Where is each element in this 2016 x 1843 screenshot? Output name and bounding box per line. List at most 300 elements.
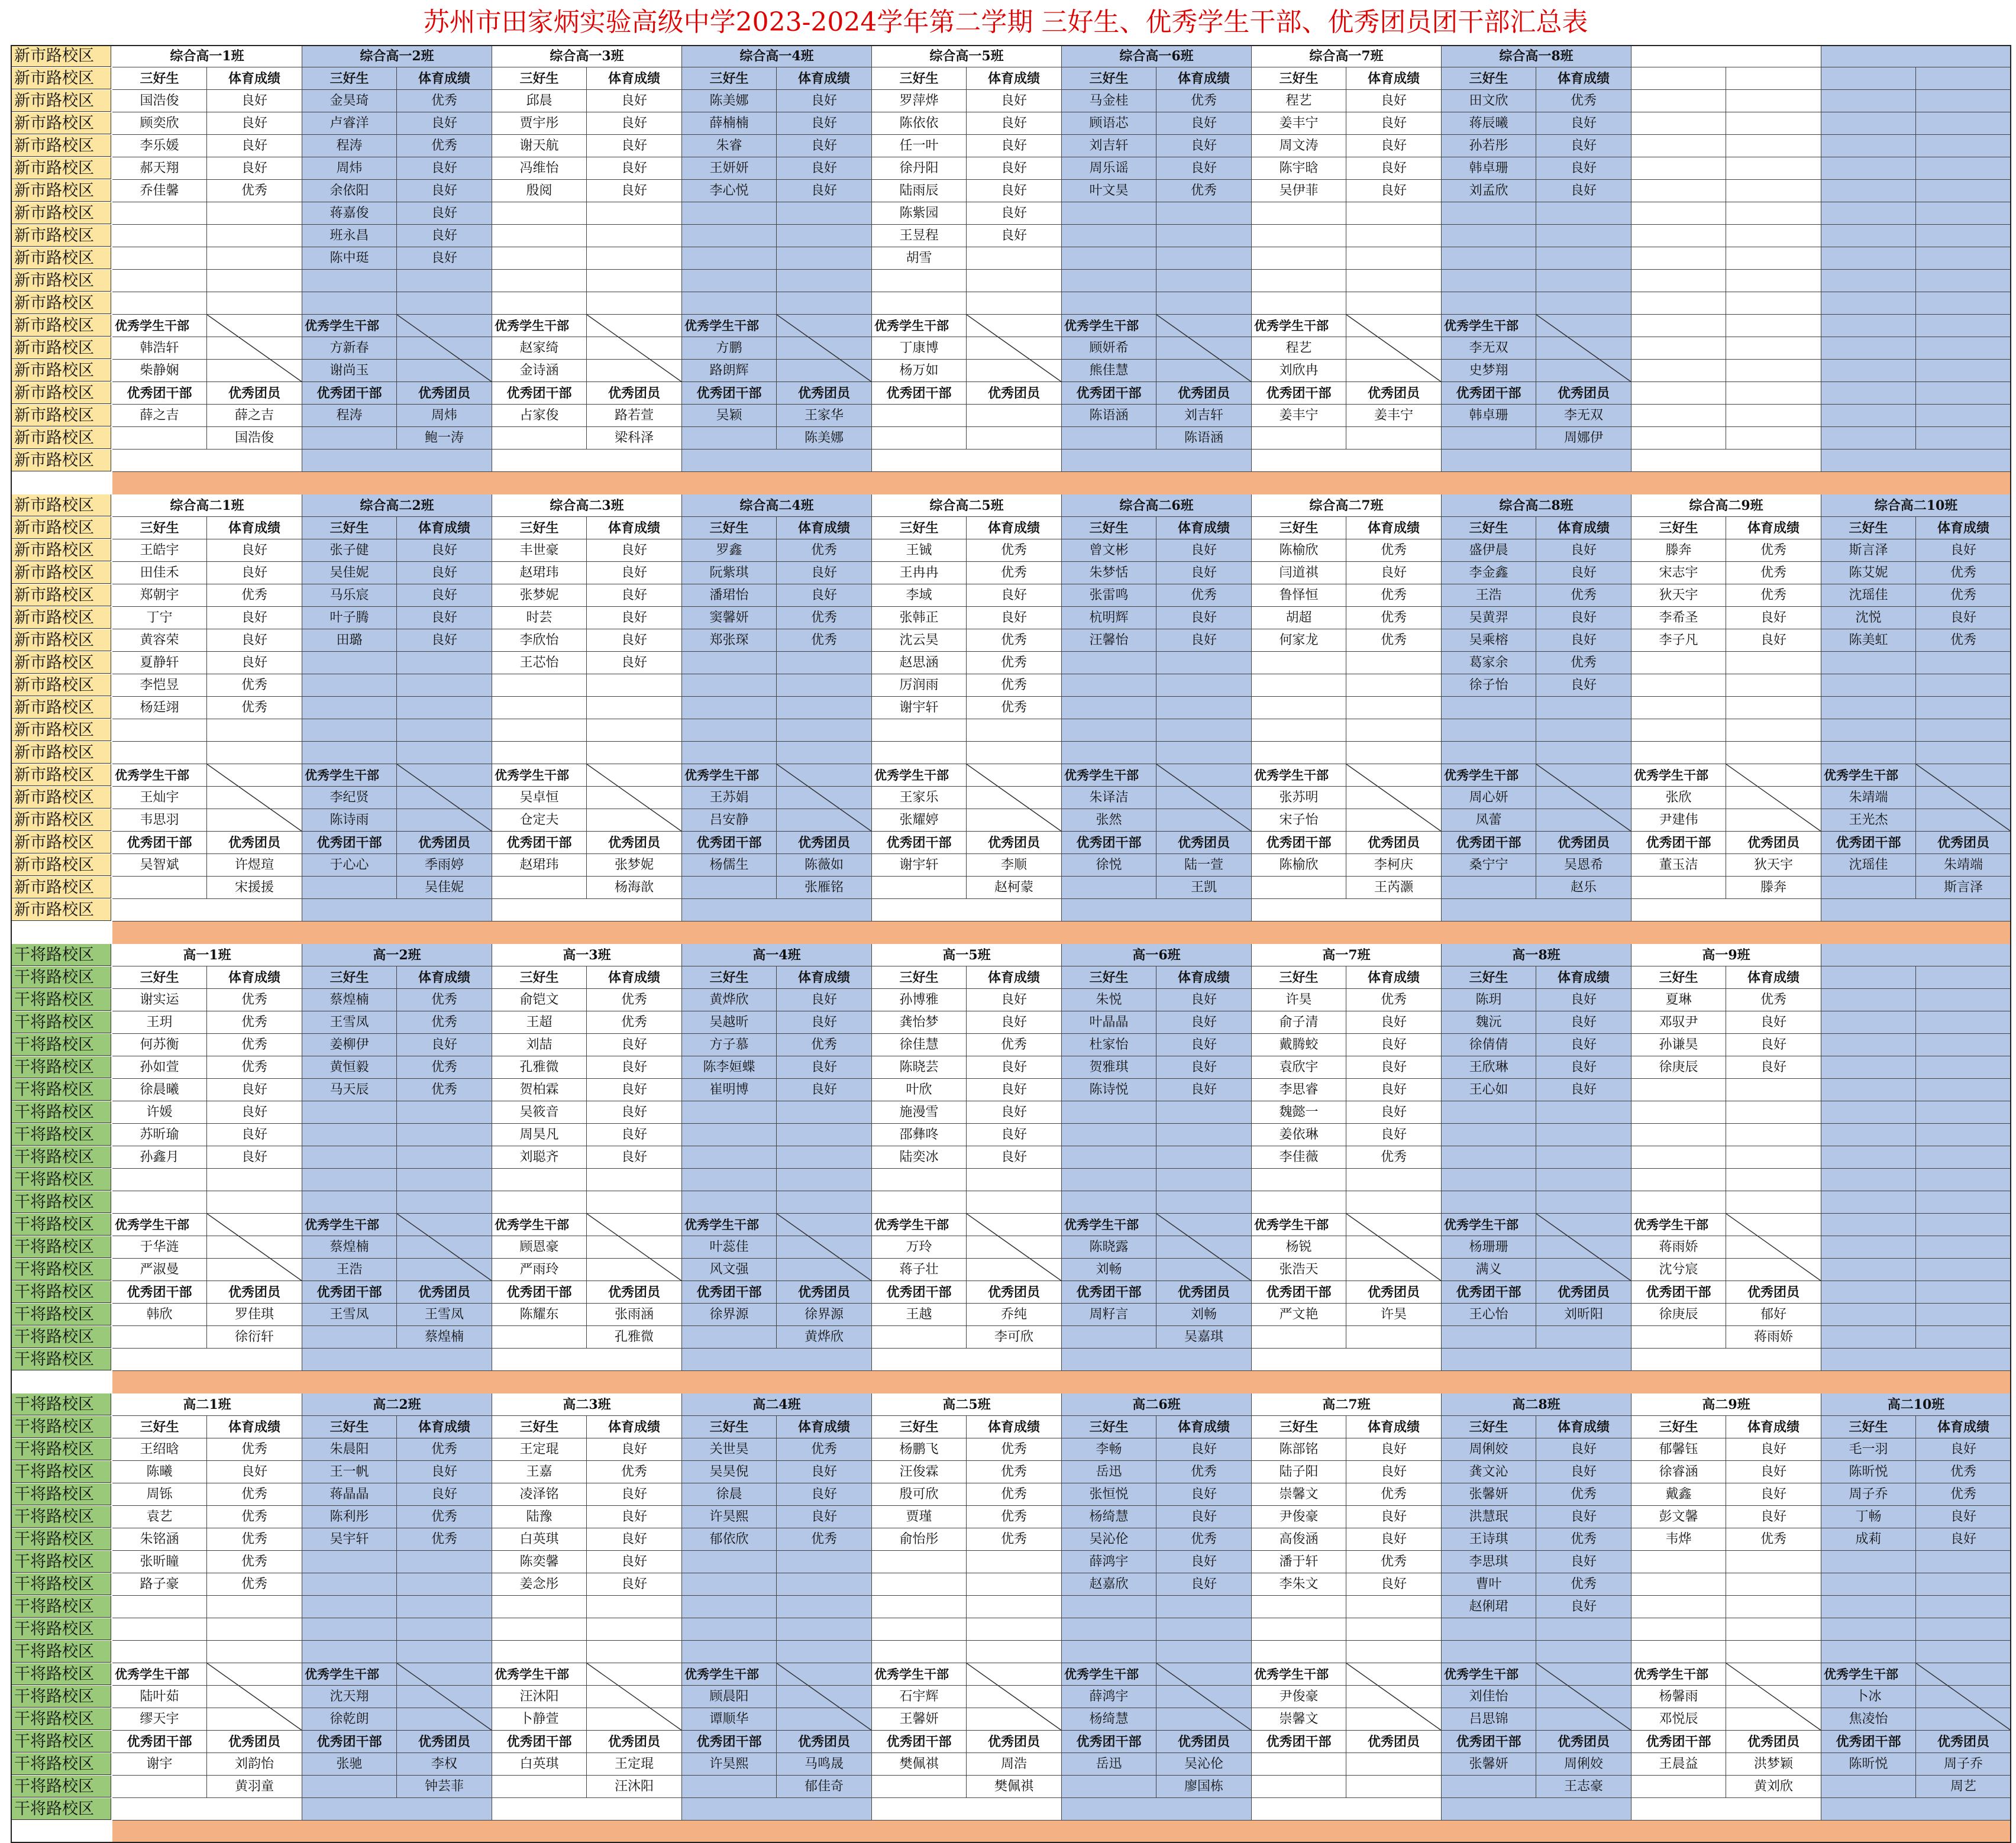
tiyu-grade: 优秀 — [397, 1528, 492, 1551]
campus-label: 新市路校区 — [11, 832, 111, 853]
cadre-header: 优秀学生干部 — [1062, 1214, 1156, 1236]
sanhao-name: 王诗琪 — [1442, 1528, 1536, 1551]
col-tiyu-header: 体育成绩 — [587, 1416, 682, 1438]
tgb-header: 优秀团干部 — [1252, 1281, 1346, 1304]
sanhao-name: 曾文彬 — [1062, 539, 1156, 562]
tgb-name: 薛之吉 — [112, 405, 207, 427]
sanhao-name: 郁馨钰 — [1631, 1438, 1726, 1461]
ty-name: 许昊 — [1346, 1304, 1442, 1326]
campus-label: 新市路校区 — [11, 764, 111, 786]
cadre-name: 尹俊豪 — [1252, 1686, 1346, 1708]
col-sanhao-header: 三好生 — [1252, 517, 1346, 539]
campus-label: 新市路校区 — [11, 157, 111, 179]
tiyu-grade: 良好 — [777, 1011, 872, 1034]
cadre-header: 优秀学生干部 — [302, 764, 397, 787]
class-name: 综合高二1班 — [112, 494, 302, 517]
tiyu-grade: 良好 — [1726, 1461, 1821, 1483]
tgb-header: 优秀团干部 — [872, 832, 967, 854]
ty-name: 陆一萱 — [1156, 854, 1252, 877]
ty-name: 乔纯 — [967, 1304, 1062, 1326]
col-tiyu-header: 体育成绩 — [777, 1416, 872, 1438]
cadre-name: 吴卓恒 — [492, 787, 587, 809]
ty-header: 优秀团员 — [1916, 1731, 2011, 1753]
tiyu-grade: 良好 — [1536, 1011, 1631, 1034]
sanhao-name: 卢睿洋 — [302, 112, 397, 135]
campus-label: 干将路校区 — [11, 1079, 111, 1101]
tgb-name: 张馨妍 — [1442, 1753, 1536, 1776]
class-name: 综合高一6班 — [1062, 45, 1252, 67]
cadre-name: 杨馨雨 — [1631, 1686, 1726, 1708]
sanhao-name: 贺雅琪 — [1062, 1056, 1156, 1079]
cadre-name: 熊佳慧 — [1062, 360, 1156, 382]
cadre-header: 优秀学生干部 — [872, 1663, 967, 1686]
cadre-name: 金诗涵 — [492, 360, 587, 382]
ty-name: 蔡煌楠 — [397, 1326, 492, 1349]
ty-name: 朱靖端 — [1916, 854, 2011, 877]
sanhao-name: 李心悦 — [682, 180, 777, 202]
tiyu-grade: 良好 — [207, 90, 302, 112]
tgb-header: 优秀团干部 — [872, 382, 967, 405]
campus-label: 干将路校区 — [11, 1416, 111, 1438]
campus-label: 干将路校区 — [11, 1753, 111, 1775]
sanhao-name: 洪慧珉 — [1442, 1506, 1536, 1528]
tiyu-grade: 良好 — [1346, 1079, 1442, 1101]
campus-label: 新市路校区 — [11, 135, 111, 157]
tgb-header: 优秀团干部 — [302, 832, 397, 854]
sanhao-name: 狄天宇 — [1631, 584, 1726, 607]
tgb-header: 优秀团干部 — [682, 1731, 777, 1753]
ty-header: 优秀团员 — [1346, 1731, 1442, 1753]
tiyu-grade: 良好 — [207, 562, 302, 584]
cadre-name: 汪沐阳 — [492, 1686, 587, 1708]
ty-header: 优秀团员 — [587, 1281, 682, 1304]
col-tiyu-header: 体育成绩 — [1536, 1416, 1631, 1438]
tgb-name: 徐庚辰 — [1631, 1304, 1726, 1326]
tiyu-grade: 良好 — [1536, 1079, 1631, 1101]
sanhao-name: 夏静轩 — [112, 652, 207, 674]
sanhao-name: 吴乘榕 — [1442, 629, 1536, 652]
cadre-name: 张苏明 — [1252, 787, 1346, 809]
tiyu-grade: 良好 — [1536, 1461, 1631, 1483]
cadre-name: 王馨妍 — [872, 1708, 967, 1731]
tiyu-grade: 良好 — [587, 1483, 682, 1506]
cadre-name: 沈兮宸 — [1631, 1259, 1726, 1281]
tgb-header: 优秀团干部 — [1062, 382, 1156, 405]
ty-name: 姜丰宁 — [1346, 405, 1442, 427]
tiyu-grade: 优秀 — [1726, 1528, 1821, 1551]
tgb-header: 优秀团干部 — [1062, 1731, 1156, 1753]
sanhao-name: 顾奕欣 — [112, 112, 207, 135]
tiyu-grade: 优秀 — [1536, 90, 1631, 112]
campus-label: 新市路校区 — [11, 90, 111, 112]
cadre-name: 于华涟 — [112, 1236, 207, 1259]
ty-name: 陈美娜 — [777, 427, 872, 450]
campus-label: 新市路校区 — [11, 112, 111, 134]
sanhao-name: 徐睿涵 — [1631, 1461, 1726, 1483]
class-name: 高二9班 — [1631, 1393, 1821, 1416]
tiyu-grade: 良好 — [587, 539, 682, 562]
tiyu-grade: 优秀 — [777, 1528, 872, 1551]
tiyu-grade: 良好 — [1536, 629, 1631, 652]
sanhao-name: 陆子阳 — [1252, 1461, 1346, 1483]
sanhao-name: 徐丹阳 — [872, 157, 967, 180]
cadre-name: 卜静萱 — [492, 1708, 587, 1731]
campus-label: 干将路校区 — [11, 1798, 111, 1820]
campus-label: 新市路校区 — [11, 337, 111, 359]
col-tiyu-header: 体育成绩 — [967, 517, 1062, 539]
tiyu-grade: 优秀 — [207, 674, 302, 697]
cadre-name: 丁康博 — [872, 337, 967, 360]
tiyu-grade: 良好 — [1346, 135, 1442, 157]
sanhao-name: 周炜 — [302, 157, 397, 180]
sanhao-name: 丁畅 — [1821, 1506, 1916, 1528]
cadre-header: 优秀学生干部 — [1442, 1214, 1536, 1236]
col-tiyu-header: 体育成绩 — [1156, 966, 1252, 989]
campus-label: 干将路校区 — [11, 1349, 111, 1370]
sanhao-name: 宋志宇 — [1631, 562, 1726, 584]
class-name: 综合高一2班 — [302, 45, 492, 67]
ty-header: 优秀团员 — [587, 832, 682, 854]
tiyu-grade: 良好 — [1156, 157, 1252, 180]
tiyu-grade: 良好 — [1726, 1056, 1821, 1079]
cadre-name: 陈晓露 — [1062, 1236, 1156, 1259]
sanhao-name: 岳迅 — [1062, 1461, 1156, 1483]
tiyu-grade: 良好 — [587, 1438, 682, 1461]
campus-label: 干将路校区 — [11, 1506, 111, 1528]
sanhao-name: 沈悦 — [1821, 607, 1916, 629]
tiyu-grade: 优秀 — [967, 697, 1062, 719]
ty-name: 徐界源 — [777, 1304, 872, 1326]
tiyu-grade: 良好 — [1346, 1124, 1442, 1146]
sanhao-name: 曹叶 — [1442, 1573, 1536, 1596]
tgb-header: 优秀团干部 — [872, 1281, 967, 1304]
ty-name: 刘畅 — [1156, 1304, 1252, 1326]
tiyu-grade: 优秀 — [1156, 584, 1252, 607]
class-name: 高二10班 — [1821, 1393, 2011, 1416]
sanhao-name: 叶晶晶 — [1062, 1011, 1156, 1034]
tgb-name: 赵珺玮 — [492, 854, 587, 877]
tgb-header: 优秀团干部 — [302, 1731, 397, 1753]
tgb-name: 占家俊 — [492, 405, 587, 427]
cadre-header: 优秀学生干部 — [1631, 1214, 1726, 1236]
cadre-header: 优秀学生干部 — [1062, 1663, 1156, 1686]
campus-label: 新市路校区 — [11, 450, 111, 471]
tiyu-grade: 良好 — [587, 562, 682, 584]
tgb-name: 姜丰宁 — [1252, 405, 1346, 427]
cadre-name: 杨绮慧 — [1062, 1708, 1156, 1731]
tgb-name: 王雪凤 — [302, 1304, 397, 1326]
col-tiyu-header: 体育成绩 — [777, 966, 872, 989]
tiyu-grade: 优秀 — [397, 1438, 492, 1461]
tiyu-grade: 良好 — [587, 157, 682, 180]
ty-header: 优秀团员 — [967, 832, 1062, 854]
campus-label: 新市路校区 — [11, 202, 111, 224]
tiyu-grade: 良好 — [967, 1011, 1062, 1034]
sanhao-name: 龚怡梦 — [872, 1011, 967, 1034]
sanhao-name: 吴沁伦 — [1062, 1528, 1156, 1551]
col-sanhao-header: 三好生 — [1252, 966, 1346, 989]
tiyu-grade: 良好 — [1536, 180, 1631, 202]
cadre-name: 杨万如 — [872, 360, 967, 382]
campus-label: 新市路校区 — [11, 809, 111, 831]
col-sanhao-header: 三好生 — [112, 67, 207, 90]
sanhao-name: 魏沅 — [1442, 1011, 1536, 1034]
sanhao-name: 罗鑫 — [682, 539, 777, 562]
sanhao-name: 蒋晶晶 — [302, 1483, 397, 1506]
tiyu-grade: 良好 — [587, 1146, 682, 1169]
sanhao-name: 毛一羽 — [1821, 1438, 1916, 1461]
tgb-name: 严文艳 — [1252, 1304, 1346, 1326]
col-sanhao-header: 三好生 — [1442, 67, 1536, 90]
ty-header: 优秀团员 — [207, 382, 302, 405]
sanhao-name: 张恒悦 — [1062, 1483, 1156, 1506]
sanhao-name: 杨廷翊 — [112, 697, 207, 719]
tgb-header: 优秀团干部 — [302, 382, 397, 405]
sanhao-name: 尹俊豪 — [1252, 1506, 1346, 1528]
col-tiyu-header: 体育成绩 — [777, 517, 872, 539]
sanhao-name: 刘孟欣 — [1442, 180, 1536, 202]
class-name: 高二2班 — [302, 1393, 492, 1416]
tgb-header: 优秀团干部 — [492, 832, 587, 854]
tgb-header: 优秀团干部 — [1062, 832, 1156, 854]
sanhao-name: 周昊凡 — [492, 1124, 587, 1146]
sanhao-name: 蔡煌楠 — [302, 989, 397, 1011]
col-tiyu-header: 体育成绩 — [1536, 966, 1631, 989]
cadre-name: 方新春 — [302, 337, 397, 360]
col-sanhao-header: 三好生 — [302, 966, 397, 989]
ty-name: 许煜瑄 — [207, 854, 302, 877]
sanhao-name: 时芸 — [492, 607, 587, 629]
tiyu-grade: 良好 — [967, 584, 1062, 607]
tiyu-grade: 良好 — [1536, 562, 1631, 584]
tiyu-grade: 良好 — [587, 90, 682, 112]
tiyu-grade: 良好 — [207, 1146, 302, 1169]
cadre-name: 李纪贤 — [302, 787, 397, 809]
tiyu-grade: 良好 — [1536, 1596, 1631, 1618]
cadre-name: 王家乐 — [872, 787, 967, 809]
sanhao-name: 殷可欣 — [872, 1483, 967, 1506]
cadre-header: 优秀学生干部 — [1442, 315, 1536, 337]
sanhao-name: 朱晨阳 — [302, 1438, 397, 1461]
tiyu-grade: 优秀 — [967, 1461, 1062, 1483]
class-name: 高二7班 — [1252, 1393, 1442, 1416]
tgb-header: 优秀团干部 — [1442, 382, 1536, 405]
sanhao-name: 孙如萱 — [112, 1056, 207, 1079]
cadre-name: 王浩 — [302, 1259, 397, 1281]
ty-name: 周浩 — [967, 1753, 1062, 1776]
campus-label: 干将路校区 — [11, 1034, 111, 1056]
cadre-header: 优秀学生干部 — [1252, 315, 1346, 337]
col-sanhao-header: 三好生 — [872, 966, 967, 989]
sanhao-name: 斯言泽 — [1821, 539, 1916, 562]
sanhao-name: 薛鸿宇 — [1062, 1551, 1156, 1573]
ty-name: 赵乐 — [1536, 877, 1631, 899]
sanhao-name: 姜念彤 — [492, 1573, 587, 1596]
sanhao-name: 成莉 — [1821, 1528, 1916, 1551]
campus-label: 干将路校区 — [11, 1191, 111, 1213]
campus-label: 干将路校区 — [11, 1596, 111, 1618]
tiyu-grade: 良好 — [1156, 607, 1252, 629]
cadre-name: 王光杰 — [1821, 809, 1916, 832]
cadre-header: 优秀学生干部 — [302, 1214, 397, 1236]
sanhao-name: 崔明博 — [682, 1079, 777, 1101]
ty-name: 钟芸菲 — [397, 1776, 492, 1798]
sanhao-name: 袁艺 — [112, 1506, 207, 1528]
campus-label: 干将路校区 — [11, 1056, 111, 1078]
col-tiyu-header: 体育成绩 — [587, 966, 682, 989]
tiyu-grade: 优秀 — [967, 1483, 1062, 1506]
sanhao-name: 黄容荣 — [112, 629, 207, 652]
sanhao-name: 金昊琦 — [302, 90, 397, 112]
col-tiyu-header: 体育成绩 — [1156, 67, 1252, 90]
cadre-name: 凤蕾 — [1442, 809, 1536, 832]
ty-name: 郁佳奇 — [777, 1776, 872, 1798]
campus-label: 新市路校区 — [11, 247, 111, 269]
ty-header: 优秀团员 — [397, 832, 492, 854]
sanhao-name: 赵嘉欣 — [1062, 1573, 1156, 1596]
sanhao-name: 陈宇晗 — [1252, 157, 1346, 180]
sanhao-name: 吴筱音 — [492, 1101, 587, 1124]
sanhao-name: 黄烨欣 — [682, 989, 777, 1011]
sanhao-name: 李思睿 — [1252, 1079, 1346, 1101]
sanhao-name: 戴腾蛟 — [1252, 1034, 1346, 1056]
cadre-header: 优秀学生干部 — [682, 1663, 777, 1686]
col-sanhao-header: 三好生 — [1442, 1416, 1536, 1438]
tiyu-grade: 优秀 — [1346, 1551, 1442, 1573]
tgb-header: 优秀团干部 — [492, 1281, 587, 1304]
campus-label: 新市路校区 — [11, 652, 111, 674]
sanhao-name: 朱铭涵 — [112, 1528, 207, 1551]
sanhao-name: 李子凡 — [1631, 629, 1726, 652]
tgb-header: 优秀团干部 — [492, 1731, 587, 1753]
tgb-name: 董玉洁 — [1631, 854, 1726, 877]
col-tiyu-header: 体育成绩 — [1346, 67, 1442, 90]
tiyu-grade: 良好 — [967, 1056, 1062, 1079]
sanhao-name: 王玥 — [112, 1011, 207, 1034]
class-name: 高一8班 — [1442, 944, 1631, 966]
campus-label: 干将路校区 — [11, 1326, 111, 1348]
col-tiyu-header: 体育成绩 — [1536, 517, 1631, 539]
tiyu-grade: 良好 — [1346, 1056, 1442, 1079]
ty-name: 蒋雨娇 — [1726, 1326, 1821, 1349]
sanhao-name: 吴越昕 — [682, 1011, 777, 1034]
tiyu-grade: 良好 — [207, 1124, 302, 1146]
col-sanhao-header: 三好生 — [1442, 517, 1536, 539]
sanhao-name: 俞子清 — [1252, 1011, 1346, 1034]
col-sanhao-header: 三好生 — [1252, 1416, 1346, 1438]
ty-header: 优秀团员 — [1536, 382, 1631, 405]
cadre-name: 程艺 — [1252, 337, 1346, 360]
tiyu-grade: 良好 — [587, 1528, 682, 1551]
campus-label: 新市路校区 — [11, 697, 111, 719]
tiyu-grade: 优秀 — [397, 1079, 492, 1101]
sanhao-name: 张雷鸣 — [1062, 584, 1156, 607]
tiyu-grade: 良好 — [1536, 1056, 1631, 1079]
class-name: 综合高一8班 — [1442, 45, 1631, 67]
class-name: 高二1班 — [112, 1393, 302, 1416]
sanhao-name: 王昱程 — [872, 225, 967, 247]
tiyu-grade: 良好 — [777, 157, 872, 180]
tiyu-grade: 良好 — [1346, 90, 1442, 112]
cadre-header: 优秀学生干部 — [1821, 1663, 1916, 1686]
sanhao-name: 徐晨曦 — [112, 1079, 207, 1101]
tiyu-grade: 良好 — [1156, 1056, 1252, 1079]
sanhao-name: 张馨妍 — [1442, 1483, 1536, 1506]
tiyu-grade: 良好 — [1726, 1483, 1821, 1506]
tiyu-grade: 良好 — [207, 607, 302, 629]
tiyu-grade: 良好 — [1156, 562, 1252, 584]
sanhao-name: 李畅 — [1062, 1438, 1156, 1461]
col-tiyu-header: 体育成绩 — [967, 1416, 1062, 1438]
tiyu-grade: 良好 — [1156, 1034, 1252, 1056]
tiyu-grade: 良好 — [967, 157, 1062, 180]
campus-label: 新市路校区 — [11, 45, 111, 67]
campus-label: 新市路校区 — [11, 315, 111, 337]
class-name: 综合高二9班 — [1631, 494, 1821, 517]
cadre-name: 焦凌怡 — [1821, 1708, 1916, 1731]
ty-name: 廖国栋 — [1156, 1776, 1252, 1798]
sanhao-name: 周乐谣 — [1062, 157, 1156, 180]
sanhao-name: 姜丰宁 — [1252, 112, 1346, 135]
col-sanhao-header: 三好生 — [112, 517, 207, 539]
ty-name: 马鸣晟 — [777, 1753, 872, 1776]
tiyu-grade: 良好 — [587, 1056, 682, 1079]
tiyu-grade: 优秀 — [207, 1528, 302, 1551]
tiyu-grade: 良好 — [1346, 112, 1442, 135]
tiyu-grade: 良好 — [397, 180, 492, 202]
sanhao-name: 张子健 — [302, 539, 397, 562]
class-name: 综合高二2班 — [302, 494, 492, 517]
ty-name: 吴嘉琪 — [1156, 1326, 1252, 1349]
class-name: 高二8班 — [1442, 1393, 1631, 1416]
tiyu-grade: 良好 — [1156, 1011, 1252, 1034]
tiyu-grade: 优秀 — [587, 1461, 682, 1483]
col-tiyu-header: 体育成绩 — [1346, 517, 1442, 539]
tgb-name: 徐界源 — [682, 1304, 777, 1326]
tiyu-grade: 优秀 — [967, 629, 1062, 652]
campus-label: 新市路校区 — [11, 382, 111, 404]
ty-name: 孔雅微 — [587, 1326, 682, 1349]
sanhao-name: 王浩 — [1442, 584, 1536, 607]
sanhao-name: 贾宇彤 — [492, 112, 587, 135]
col-sanhao-header: 三好生 — [1631, 966, 1726, 989]
tiyu-grade: 良好 — [967, 1101, 1062, 1124]
ty-name: 薛之吉 — [207, 405, 302, 427]
ty-name: 陈语涵 — [1156, 427, 1252, 450]
campus-label: 新市路校区 — [11, 292, 111, 314]
cadre-header: 优秀学生干部 — [492, 1663, 587, 1686]
tiyu-grade: 优秀 — [1916, 1461, 2011, 1483]
tiyu-grade: 优秀 — [397, 1506, 492, 1528]
ty-name: 王家华 — [777, 405, 872, 427]
sanhao-name: 叶文昊 — [1062, 180, 1156, 202]
col-tiyu-header: 体育成绩 — [1156, 517, 1252, 539]
campus-label: 干将路校区 — [11, 1146, 111, 1168]
tiyu-grade: 优秀 — [777, 1034, 872, 1056]
sanhao-name: 马金桂 — [1062, 90, 1156, 112]
sanhao-name: 徐佳慧 — [872, 1034, 967, 1056]
sanhao-name: 李欣怡 — [492, 629, 587, 652]
sanhao-name: 郝天翔 — [112, 157, 207, 180]
sanhao-name: 陈紫园 — [872, 202, 967, 225]
sanhao-name: 吴佳妮 — [302, 562, 397, 584]
ty-header: 优秀团员 — [777, 1731, 872, 1753]
sanhao-name: 邱晨 — [492, 90, 587, 112]
sanhao-name: 陈利彤 — [302, 1506, 397, 1528]
cadre-name: 张浩天 — [1252, 1259, 1346, 1281]
cadre-name: 陆叶茹 — [112, 1686, 207, 1708]
cadre-header: 优秀学生干部 — [112, 764, 207, 787]
